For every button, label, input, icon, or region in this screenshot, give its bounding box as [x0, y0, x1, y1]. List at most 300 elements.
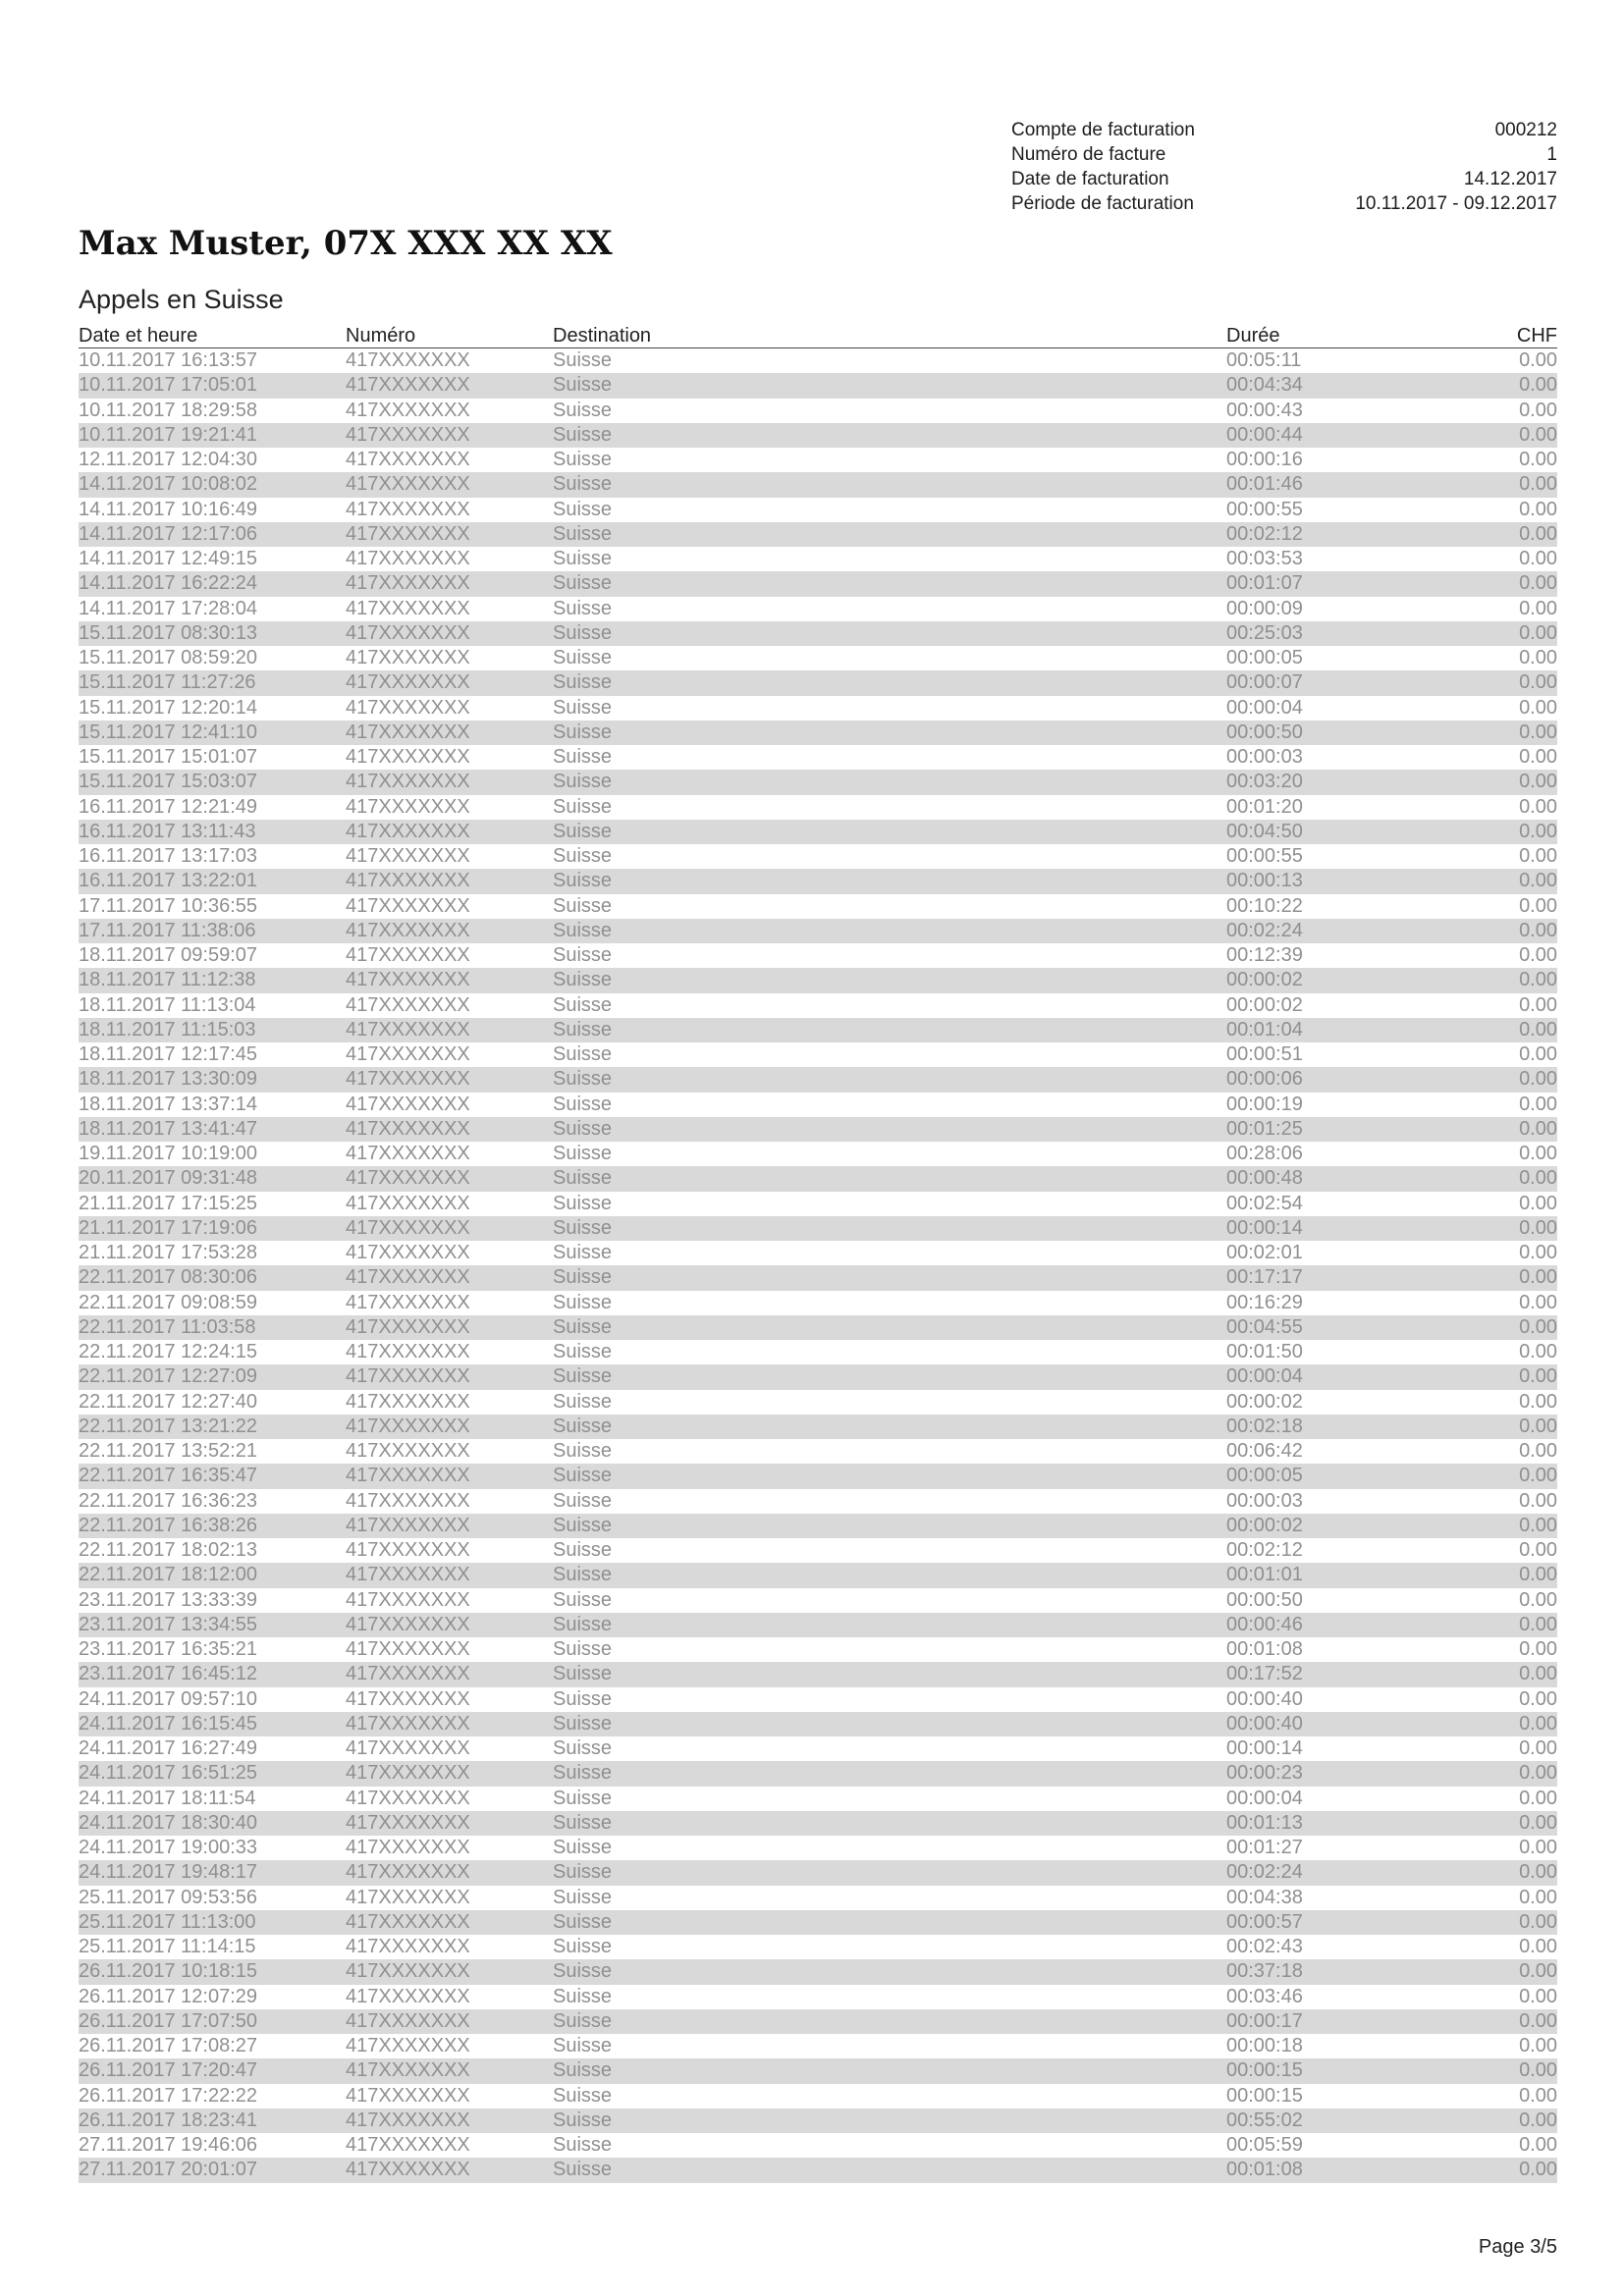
- cell-chf: 0.00: [1519, 1539, 1557, 1561]
- cell-destination: Suisse: [553, 1985, 613, 2007]
- cell-destination: Suisse: [553, 670, 1226, 695]
- cell-duration: 00:00:51: [1226, 1043, 1303, 1065]
- cell-destination: Suisse: [553, 1910, 1226, 1935]
- cell-date: 17.11.2017 10:36:55: [79, 894, 258, 917]
- meta-label: Date de facturation: [1011, 169, 1169, 189]
- table-row: [79, 2009, 1557, 2034]
- column-header-number: Numéro: [346, 324, 553, 348]
- cell-number: 417XXXXXXX: [346, 1018, 553, 1042]
- table-row: [79, 1241, 1557, 1265]
- page-number: Page 3/5: [1478, 2236, 1557, 2258]
- table-row: [79, 844, 1557, 869]
- cell-number: 417XXXXXXX: [346, 597, 470, 619]
- cell-date: 27.11.2017 20:01:07: [79, 2158, 346, 2182]
- cell-number: 417XXXXXXX: [346, 1687, 470, 1710]
- cell-number: 417XXXXXXX: [346, 1563, 553, 1587]
- cell-duration: 00:00:17: [1226, 2009, 1482, 2034]
- cell-duration: 00:01:50: [1226, 1341, 1303, 1362]
- cell-destination: Suisse: [553, 1291, 613, 1313]
- cell-chf: 0.00: [1519, 1936, 1557, 1957]
- cell-number: 417XXXXXXX: [346, 944, 470, 966]
- cell-date: 23.11.2017 13:33:39: [79, 1588, 258, 1611]
- cell-destination: Suisse: [553, 968, 1226, 992]
- cell-date: 15.11.2017 11:27:26: [79, 670, 346, 695]
- cell-date: 22.11.2017 13:52:21: [79, 1440, 258, 1462]
- cell-chf: 0.00: [1519, 399, 1557, 421]
- cell-number: 417XXXXXXX: [346, 869, 553, 893]
- cell-destination: Suisse: [553, 1166, 1226, 1191]
- cell-duration: 00:01:25: [1226, 1117, 1482, 1142]
- table-row: [79, 894, 1557, 919]
- cell-duration: 00:01:01: [1226, 1563, 1482, 1587]
- cell-chf: 0.00: [1519, 1093, 1557, 1115]
- cell-date: 18.11.2017 09:59:07: [79, 944, 258, 966]
- cell-chf: 0.00: [1519, 1440, 1557, 1462]
- table-row: [79, 1489, 1557, 1514]
- cell-duration: 00:03:46: [1226, 1985, 1303, 2007]
- table-row: [79, 745, 1557, 770]
- cell-duration: 00:02:24: [1226, 1860, 1482, 1885]
- cell-chf: 0.00: [1482, 968, 1557, 992]
- cell-duration: 00:02:01: [1226, 1242, 1303, 1263]
- table-row: [79, 1736, 1557, 1761]
- cell-number: 417XXXXXXX: [346, 1415, 553, 1439]
- table-row: [79, 721, 1557, 745]
- table-row: [79, 1166, 1557, 1191]
- cell-chf: 0.00: [1519, 498, 1557, 520]
- table-row: [79, 1910, 1557, 1935]
- cell-chf: 0.00: [1482, 1662, 1557, 1686]
- table-row: [79, 1265, 1557, 1290]
- cell-number: 417XXXXXXX: [346, 795, 470, 818]
- cell-number: 417XXXXXXX: [346, 548, 470, 569]
- meta-label: Compte de facturation: [1011, 120, 1195, 140]
- cell-duration: 00:00:04: [1226, 1787, 1303, 1809]
- cell-destination: Suisse: [553, 349, 613, 371]
- cell-duration: 00:17:52: [1226, 1662, 1482, 1686]
- cell-destination: Suisse: [553, 1712, 1226, 1736]
- cell-destination: Suisse: [553, 1837, 613, 1858]
- cell-duration: 00:00:04: [1226, 1364, 1482, 1389]
- table-row: [79, 597, 1557, 621]
- cell-number: 417XXXXXXX: [346, 1539, 470, 1561]
- table-row: [79, 1390, 1557, 1415]
- cell-number: 417XXXXXXX: [346, 621, 553, 646]
- cell-duration: 00:00:46: [1226, 1613, 1482, 1637]
- cell-duration: 00:00:40: [1226, 1687, 1303, 1710]
- cell-number: 417XXXXXXX: [346, 1440, 470, 1462]
- cell-duration: 00:01:13: [1226, 1811, 1482, 1836]
- cell-duration: 00:05:59: [1226, 2134, 1303, 2156]
- cell-number: 417XXXXXXX: [346, 1936, 470, 1957]
- cell-date: 14.11.2017 17:28:04: [79, 597, 258, 619]
- cell-destination: Suisse: [553, 1761, 1226, 1786]
- cell-destination: Suisse: [553, 1117, 1226, 1142]
- cell-destination: Suisse: [553, 1811, 1226, 1836]
- cell-destination: Suisse: [553, 795, 613, 818]
- column-header-duration: Durée: [1226, 324, 1482, 348]
- table-row: [79, 522, 1557, 547]
- cell-number: 417XXXXXXX: [346, 1166, 553, 1191]
- cell-date: 24.11.2017 18:11:54: [79, 1787, 256, 1809]
- cell-duration: 00:00:18: [1226, 2035, 1303, 2056]
- billing-meta: [1011, 118, 1557, 216]
- cell-number: 417XXXXXXX: [346, 919, 553, 943]
- cell-destination: Suisse: [553, 1192, 613, 1214]
- cell-date: 14.11.2017 12:49:15: [79, 548, 258, 569]
- table-row: [79, 919, 1557, 943]
- cell-destination: Suisse: [553, 449, 613, 470]
- cell-destination: Suisse: [553, 1440, 613, 1462]
- cell-destination: Suisse: [553, 845, 613, 867]
- cell-destination: Suisse: [553, 1464, 1226, 1488]
- table-row: [79, 2158, 1557, 2182]
- meta-label: Numéro de facture: [1011, 144, 1166, 165]
- cell-chf: 0.00: [1519, 349, 1557, 371]
- cell-date: 23.11.2017 13:34:55: [79, 1613, 346, 1637]
- cell-duration: 00:12:39: [1226, 944, 1303, 966]
- cell-duration: 00:00:02: [1226, 1514, 1482, 1538]
- cell-chf: 0.00: [1482, 770, 1557, 794]
- cell-duration: 00:02:12: [1226, 522, 1482, 547]
- cell-number: 417XXXXXXX: [346, 746, 470, 768]
- cell-number: 417XXXXXXX: [346, 1787, 470, 1809]
- cell-destination: Suisse: [553, 1265, 1226, 1290]
- table-row: [79, 1093, 1557, 1117]
- cell-chf: 0.00: [1519, 647, 1557, 668]
- cell-number: 417XXXXXXX: [346, 845, 470, 867]
- table-row: [79, 2109, 1557, 2133]
- cell-number: 417XXXXXXX: [346, 1265, 553, 1290]
- cell-chf: 0.00: [1482, 820, 1557, 844]
- meta-row-billing-period: [1011, 191, 1557, 216]
- cell-destination: Suisse: [553, 2084, 613, 2107]
- cell-duration: 00:28:06: [1226, 1143, 1303, 1164]
- cell-date: 14.11.2017 16:22:24: [79, 571, 346, 596]
- cell-duration: 00:00:03: [1226, 1489, 1303, 1512]
- column-header-destination: Destination: [553, 324, 1226, 348]
- cell-chf: 0.00: [1519, 1985, 1557, 2007]
- cell-date: 22.11.2017 13:21:22: [79, 1415, 346, 1439]
- cell-destination: Suisse: [553, 1662, 1226, 1686]
- cell-duration: 00:02:24: [1226, 919, 1482, 943]
- cell-date: 15.11.2017 12:20:14: [79, 696, 258, 719]
- cell-chf: 0.00: [1482, 423, 1557, 448]
- cell-duration: 00:00:03: [1226, 746, 1303, 768]
- cell-date: 14.11.2017 10:16:49: [79, 498, 258, 520]
- table-row: [79, 993, 1557, 1018]
- cell-chf: 0.00: [1482, 621, 1557, 646]
- cell-number: 417XXXXXXX: [346, 1364, 553, 1389]
- cell-chf: 0.00: [1519, 449, 1557, 470]
- cell-destination: Suisse: [553, 597, 613, 619]
- cell-duration: 00:37:18: [1226, 1959, 1482, 1984]
- table-header-row: [79, 324, 1557, 348]
- cell-number: 417XXXXXXX: [346, 1613, 553, 1637]
- table-row: [79, 869, 1557, 893]
- cell-chf: 0.00: [1482, 522, 1557, 547]
- table-row: [79, 571, 1557, 596]
- cell-chf: 0.00: [1519, 1687, 1557, 1710]
- table-row: [79, 399, 1557, 423]
- cell-destination: Suisse: [553, 1364, 1226, 1389]
- cell-date: 23.11.2017 16:35:21: [79, 1638, 258, 1660]
- cell-chf: 0.00: [1519, 1390, 1557, 1413]
- table-row: [79, 1588, 1557, 1613]
- cell-duration: 00:25:03: [1226, 621, 1482, 646]
- cell-date: 25.11.2017 11:14:15: [79, 1936, 256, 1957]
- cell-destination: Suisse: [553, 472, 1226, 497]
- cell-destination: Suisse: [553, 522, 1226, 547]
- meta-value: 000212: [1494, 120, 1557, 140]
- cell-chf: 0.00: [1482, 919, 1557, 943]
- cell-chf: 0.00: [1482, 1514, 1557, 1538]
- cell-number: 417XXXXXXX: [346, 2084, 470, 2107]
- cell-date: 22.11.2017 12:27:40: [79, 1390, 258, 1413]
- cell-date: 16.11.2017 12:21:49: [79, 795, 258, 818]
- cell-number: 417XXXXXXX: [346, 1216, 553, 1241]
- cell-chf: 0.00: [1482, 2058, 1557, 2083]
- cell-date: 12.11.2017 12:04:30: [79, 449, 258, 470]
- cell-date: 26.11.2017 17:08:27: [79, 2035, 258, 2056]
- cell-duration: 00:00:09: [1226, 597, 1303, 619]
- table-row: [79, 1291, 1557, 1315]
- cell-number: 417XXXXXXX: [346, 1242, 470, 1263]
- cell-destination: Suisse: [553, 746, 613, 768]
- cell-number: 417XXXXXXX: [346, 1514, 553, 1538]
- table-row: [79, 423, 1557, 448]
- cell-number: 417XXXXXXX: [346, 349, 470, 371]
- table-row: [79, 621, 1557, 646]
- cell-chf: 0.00: [1482, 1613, 1557, 1637]
- cell-number: 417XXXXXXX: [346, 2158, 553, 2182]
- cell-destination: Suisse: [553, 1860, 1226, 1885]
- cell-destination: Suisse: [553, 1067, 1226, 1092]
- table-row: [79, 795, 1557, 820]
- cell-number: 417XXXXXXX: [346, 1811, 553, 1836]
- table-row: [79, 1514, 1557, 1538]
- cell-chf: 0.00: [1519, 2084, 1557, 2107]
- cell-chf: 0.00: [1519, 993, 1557, 1016]
- cell-chf: 0.00: [1519, 1043, 1557, 1065]
- table-row: [79, 1439, 1557, 1464]
- cell-chf: 0.00: [1482, 1860, 1557, 1885]
- cell-number: 417XXXXXXX: [346, 522, 553, 547]
- table-row: [79, 1613, 1557, 1637]
- cell-destination: Suisse: [553, 2109, 1226, 2133]
- cell-number: 417XXXXXXX: [346, 1886, 470, 1908]
- cell-chf: 0.00: [1519, 696, 1557, 719]
- column-header-date: Date et heure: [79, 324, 346, 348]
- cell-number: 417XXXXXXX: [346, 1712, 553, 1736]
- cell-chf: 0.00: [1519, 2134, 1557, 2156]
- cell-date: 10.11.2017 17:05:01: [79, 373, 346, 398]
- cell-date: 24.11.2017 19:00:33: [79, 1837, 258, 1858]
- cell-duration: 00:00:55: [1226, 498, 1303, 520]
- cell-destination: Suisse: [553, 1787, 613, 1809]
- cell-date: 15.11.2017 15:03:07: [79, 770, 346, 794]
- cell-chf: 0.00: [1482, 1364, 1557, 1389]
- cell-date: 23.11.2017 16:45:12: [79, 1662, 346, 1686]
- cell-chf: 0.00: [1519, 548, 1557, 569]
- cell-date: 22.11.2017 18:12:00: [79, 1563, 346, 1587]
- cell-number: 417XXXXXXX: [346, 571, 553, 596]
- cell-date: 26.11.2017 17:07:50: [79, 2009, 346, 2034]
- cell-duration: 00:00:07: [1226, 670, 1482, 695]
- cell-chf: 0.00: [1519, 1341, 1557, 1362]
- cell-number: 417XXXXXXX: [346, 2009, 553, 2034]
- cell-date: 26.11.2017 17:20:47: [79, 2058, 346, 2083]
- table-row: [79, 547, 1557, 571]
- cell-number: 417XXXXXXX: [346, 1093, 470, 1115]
- cell-number: 417XXXXXXX: [346, 399, 470, 421]
- table-row: [79, 1836, 1557, 1860]
- cell-destination: Suisse: [553, 1018, 1226, 1042]
- cell-duration: 00:00:04: [1226, 696, 1303, 719]
- table-row: [79, 1761, 1557, 1786]
- cell-destination: Suisse: [553, 2158, 1226, 2182]
- cell-chf: 0.00: [1482, 1563, 1557, 1587]
- table-row: [79, 1886, 1557, 1910]
- cell-duration: 00:04:38: [1226, 1886, 1303, 1908]
- cell-number: 417XXXXXXX: [346, 423, 553, 448]
- cell-duration: 00:17:17: [1226, 1265, 1482, 1290]
- cell-duration: 00:00:50: [1226, 1588, 1303, 1611]
- cell-number: 417XXXXXXX: [346, 373, 553, 398]
- cell-destination: Suisse: [553, 1489, 613, 1512]
- cell-destination: Suisse: [553, 1415, 1226, 1439]
- cell-date: 10.11.2017 16:13:57: [79, 349, 258, 371]
- table-row: [79, 2133, 1557, 2158]
- table-row: [79, 943, 1557, 968]
- table-row: [79, 1935, 1557, 1959]
- table-row: [79, 1985, 1557, 2009]
- cell-chf: 0.00: [1482, 373, 1557, 398]
- cell-number: 417XXXXXXX: [346, 2109, 553, 2133]
- cell-date: 20.11.2017 09:31:48: [79, 1166, 346, 1191]
- customer-name: Max Muster, 07X XXX XX XX: [79, 224, 613, 263]
- cell-duration: 00:00:50: [1226, 721, 1482, 745]
- cell-chf: 0.00: [1519, 1737, 1557, 1759]
- cell-number: 417XXXXXXX: [346, 1662, 553, 1686]
- table-row: [79, 1860, 1557, 1885]
- cell-duration: 00:05:11: [1226, 349, 1302, 371]
- cell-chf: 0.00: [1482, 1464, 1557, 1488]
- cell-date: 22.11.2017 16:35:47: [79, 1464, 346, 1488]
- cell-duration: 00:03:53: [1226, 548, 1303, 569]
- table-row: [79, 498, 1557, 522]
- cell-number: 417XXXXXXX: [346, 1291, 470, 1313]
- table-row: [79, 2034, 1557, 2058]
- cell-number: 417XXXXXXX: [346, 1143, 470, 1164]
- table-row: [79, 1464, 1557, 1488]
- cell-number: 417XXXXXXX: [346, 1390, 470, 1413]
- cell-destination: Suisse: [553, 993, 613, 1016]
- cell-chf: 0.00: [1519, 1291, 1557, 1313]
- cell-destination: Suisse: [553, 1588, 613, 1611]
- table-row: [79, 472, 1557, 497]
- cell-number: 417XXXXXXX: [346, 968, 553, 992]
- table-row: [79, 646, 1557, 670]
- cell-date: 22.11.2017 08:30:06: [79, 1265, 346, 1290]
- cell-chf: 0.00: [1519, 1787, 1557, 1809]
- cell-number: 417XXXXXXX: [346, 472, 553, 497]
- table-row: [79, 348, 1557, 374]
- cell-date: 24.11.2017 16:15:45: [79, 1712, 346, 1736]
- cell-duration: 00:01:08: [1226, 2158, 1482, 2182]
- cell-duration: 00:55:02: [1226, 2109, 1482, 2133]
- cell-chf: 0.00: [1519, 944, 1557, 966]
- cell-date: 24.11.2017 16:27:49: [79, 1737, 258, 1759]
- cell-chf: 0.00: [1482, 1018, 1557, 1042]
- cell-duration: 00:00:05: [1226, 1464, 1482, 1488]
- cell-chf: 0.00: [1482, 2109, 1557, 2133]
- cell-chf: 0.00: [1482, 1811, 1557, 1836]
- cell-number: 417XXXXXXX: [346, 1837, 470, 1858]
- cell-date: 21.11.2017 17:19:06: [79, 1216, 346, 1241]
- cell-duration: 00:02:18: [1226, 1415, 1482, 1439]
- cell-date: 22.11.2017 16:38:26: [79, 1514, 346, 1538]
- cell-chf: 0.00: [1482, 1117, 1557, 1142]
- cell-number: 417XXXXXXX: [346, 1464, 553, 1488]
- cell-chf: 0.00: [1482, 1712, 1557, 1736]
- cell-destination: Suisse: [553, 621, 1226, 646]
- cell-date: 18.11.2017 11:13:04: [79, 993, 256, 1016]
- cell-date: 25.11.2017 11:13:00: [79, 1910, 346, 1935]
- cell-chf: 0.00: [1482, 721, 1557, 745]
- cell-date: 18.11.2017 13:41:47: [79, 1117, 346, 1142]
- cell-duration: 00:00:44: [1226, 423, 1482, 448]
- cell-date: 22.11.2017 18:02:13: [79, 1539, 258, 1561]
- cell-duration: 00:00:15: [1226, 2058, 1482, 2083]
- cell-duration: 00:02:12: [1226, 1539, 1303, 1561]
- cell-destination: Suisse: [553, 1341, 613, 1362]
- cell-chf: 0.00: [1482, 1959, 1557, 1984]
- cell-destination: Suisse: [553, 696, 613, 719]
- cell-number: 417XXXXXXX: [346, 2058, 553, 2083]
- cell-number: 417XXXXXXX: [346, 770, 553, 794]
- cell-duration: 00:00:19: [1226, 1093, 1303, 1115]
- cell-date: 21.11.2017 17:15:25: [79, 1192, 258, 1214]
- cell-chf: 0.00: [1482, 2009, 1557, 2034]
- cell-destination: Suisse: [553, 1737, 613, 1759]
- cell-duration: 00:00:15: [1226, 2084, 1303, 2107]
- cell-number: 417XXXXXXX: [346, 894, 470, 917]
- table-row: [79, 1364, 1557, 1389]
- cell-duration: 00:04:55: [1226, 1315, 1482, 1340]
- cell-chf: 0.00: [1519, 2035, 1557, 2056]
- cell-number: 417XXXXXXX: [346, 1959, 553, 1984]
- cell-date: 10.11.2017 19:21:41: [79, 423, 346, 448]
- table-row: [79, 1142, 1557, 1166]
- cell-date: 16.11.2017 13:22:01: [79, 869, 346, 893]
- cell-duration: 00:16:29: [1226, 1291, 1303, 1313]
- cell-date: 15.11.2017 08:59:20: [79, 647, 258, 668]
- cell-destination: Suisse: [553, 1514, 1226, 1538]
- cell-destination: Suisse: [553, 1315, 1226, 1340]
- cell-date: 16.11.2017 13:11:43: [79, 820, 346, 844]
- cell-date: 10.11.2017 18:29:58: [79, 399, 258, 421]
- cell-chf: 0.00: [1519, 795, 1557, 818]
- meta-row-account: [1011, 118, 1557, 142]
- cell-chf: 0.00: [1482, 670, 1557, 695]
- meta-value: 1: [1546, 144, 1557, 165]
- cell-number: 417XXXXXXX: [346, 1043, 470, 1065]
- cell-date: 26.11.2017 12:07:29: [79, 1985, 258, 2007]
- cell-chf: 0.00: [1482, 472, 1557, 497]
- cell-destination: Suisse: [553, 571, 1226, 596]
- cell-duration: 00:00:02: [1226, 1390, 1303, 1413]
